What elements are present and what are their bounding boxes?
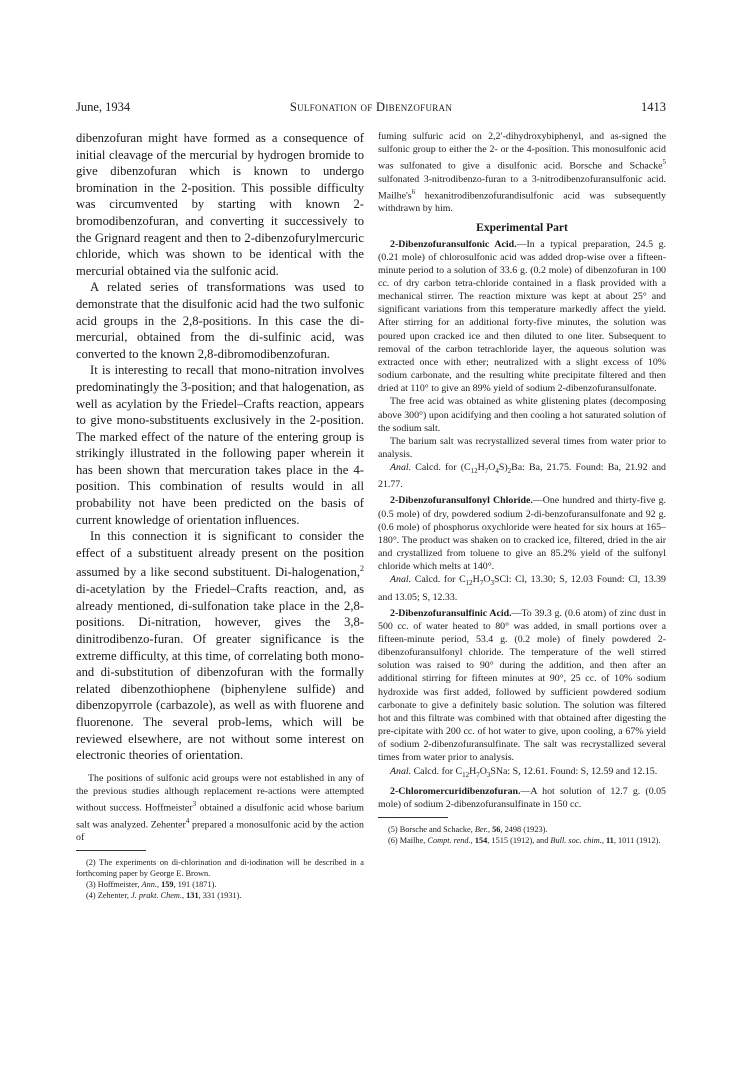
anal-sub: 7 — [484, 467, 489, 476]
footnote-ref-5: 5 — [662, 158, 666, 167]
anal-sub: 3 — [486, 770, 491, 779]
anal-text: Calcd. for C — [411, 574, 466, 586]
fn5-sep: , — [488, 825, 493, 834]
anal-sub: 3 — [490, 579, 494, 588]
anal-text: Ba: Ba, 21.75. Found: Ba, 21.92 and 21.77. — [378, 462, 666, 491]
fn4-volume: 131 — [186, 891, 199, 901]
sulfonyl-chloride-paragraph — [378, 494, 666, 573]
fn4-sep: , — [181, 891, 187, 901]
footnote-3 — [76, 879, 364, 890]
barium-salt-paragraph: The barium salt was recrystallized several times from water prior to analysis. — [378, 435, 666, 461]
anal-text: SNa: S, 12.61. Found: S, 12.59 and 12.15. — [490, 765, 658, 777]
fn3-sep: , — [156, 880, 162, 890]
left-p4-text-a: In this connection it is significant to consider the effect of a substituent already present on the position assumed by a like second substituent. Di-halogenation, — [76, 529, 364, 580]
header-title: Sulfonation of Dibenzofuran — [289, 100, 453, 114]
fn3-volume: 159 — [161, 880, 174, 890]
fn6-page-2: , 1011 (1912). — [613, 836, 661, 845]
right-paragraph-1 — [378, 130, 666, 216]
fn6-sep-2: , — [601, 836, 606, 845]
experimental-heading: Experimental Part — [476, 221, 568, 234]
fn6-journal: Compt. rend. — [427, 836, 471, 845]
fn5-journal: Ber. — [474, 825, 488, 834]
anal-label: Anal. — [390, 462, 412, 474]
left-column — [76, 130, 364, 901]
footnote-5 — [378, 824, 666, 835]
chloromercuri-title: 2-Chloromercuridibenzofuran. — [390, 785, 521, 797]
anal-sub: 2 — [507, 467, 512, 476]
header-page-number: 1413 — [641, 100, 666, 114]
sulfinic-acid-title: 2-Dibenzofuransulfinic Acid. — [390, 607, 512, 619]
sulfinic-acid-body: —To 39.3 g. (0.6 atom) of zinc dust in 500 cc. of water heated to 80° was added, in small portions over a fifteen-minute period, 53.4 g. (0.2 mole) of finely powdered 2-dibenzofuransulfonyl chloride. The temperature of the well stirred solution was raised to 90° during the addition, and then after an additional stirring for fifteen minutes at 90°, 25 cc. of 10% sodium hydroxide was first added, followed by sufficient powdered sodium carbonate to give a definitely basic solution. The solution was filtered hot and this filtrate was combined with that obtained after digesting the pre-cipitate with 200 cc. of hot water to give, upon cooling, a 67% yield of sodium 2-dibenzofuransulfinate. The salt was recrystallized several times from water prior to analysis. — [378, 607, 666, 764]
analysis-barium — [378, 461, 666, 491]
anal-text: H — [472, 574, 480, 586]
left-p5-text-c: prepared a monosulfonic acid by the action of — [76, 818, 364, 843]
footnote-ref-4: 4 — [185, 816, 190, 825]
anal-sub: 4 — [495, 467, 499, 476]
left-p5-text-a: The positions of sulfonic acid groups were not established in any of the previous studies although replacement re-actions were attempted without success. Hoffmeister — [76, 772, 364, 814]
right-p1-text-b: sulfonated 3-nitrodibenzo-furan to a 3-nitrodibenzofuransulfonic acid. Mailhe's — [378, 173, 666, 202]
footnote-ref-3: 3 — [192, 800, 197, 809]
right-column — [378, 130, 666, 846]
sulfonic-acid-paragraph — [378, 238, 666, 396]
fn5-volume: 56 — [492, 825, 501, 834]
right-p1-text-c: hexanitrodibenzofurandisulfonic acid was subsequently withdrawn by him. — [378, 190, 666, 215]
anal-text: Calcd. for C — [411, 765, 463, 777]
left-p4-text-b: di-acetylation by the Friedel–Crafts reaction, and, as already mentioned, di-sulfonation take place in the 2,8-positions. Di-nitration, however, gives the 3,8-dinitrodibenzo-furan. Of greater significance is the extreme difficulty, at this time, of correlating both mono- and di-substitution of dibenzofuran with the formally related dibenzothiophene (biphenylene sulfide) and dibenzopyrrole (carbazole), as well as with fluorene and fluorenone. The several prob-lems, which will be reviewed elsewhere, are not without some interest on electronic theories of orientation. — [76, 582, 364, 763]
fn6-volume: 154 — [474, 836, 488, 845]
footnote-2: (2) The experiments on di-chlorination and di-iodination will be described in a forthcoming paper by George E. Brown. — [76, 858, 364, 879]
anal-text: O — [483, 574, 491, 586]
anal-sub: 7 — [479, 579, 484, 588]
anal-sub: 12 — [470, 467, 478, 476]
left-paragraph-2: A related series of transformations was used to demonstrate that the disulfonic acid had the two sulfonic acid groups in the 2,8-positions. In this case the di-mercurial, obtained from the di-sulfinic acid, was converted to the known 2,8-dibromodibenzofuran. — [76, 280, 364, 361]
fn6-page: , 1515 (1912), and — [487, 836, 551, 845]
fn6-journal-2: Bull. soc. chim. — [550, 836, 602, 845]
sulfinic-acid-paragraph — [378, 607, 666, 765]
anal-text: O — [488, 462, 496, 474]
chloromercuri-body: —A hot solution of 12.7 g. (0.05 mole) of sodium 2-dibenzofuransulfinate in 150 cc. — [378, 785, 666, 810]
fn4-page: , 331 (1931). — [198, 891, 242, 901]
footnote-4 — [76, 890, 364, 901]
chloromercuri-paragraph — [378, 785, 666, 811]
sulfonyl-chloride-body: —One hundred and thirty-five g. (0.5 mole) of dry, powdered sodium 2-di-benzofuransulfonate and 92 g. (0.6 mole) of phosphorus oxychloride were heated for six hours at 165–180°. The product was shaken on to cracked ice, filtered, dried in the air and crystallized from toluene to give an 85.2% yield of the sulfonyl chloride which melts at 140°. — [378, 495, 666, 573]
footnote-ref-6: 6 — [411, 187, 416, 196]
anal-text: H — [469, 765, 477, 777]
anal-text: SCl: Cl, 13.30; S, 12.03 Found: Cl, 13.39 and 13.05; S, 12.33. — [378, 574, 666, 603]
left-paragraph-3: It is interesting to recall that mono-nitration involves predominatingly the 3-position; and that halogenation, as well as acylation by the Friedel–Crafts reaction, appears to give mono-substituents exclusively in the 2-position. The marked effect of the nature of the entering group is strikingly illustrated in the following paper wherein it has been shown that mercuration takes place in the 4-position. This combination of results would in all probability not have been predicted on the basis of current knowledge of orientation influences. — [76, 363, 364, 527]
fn6-author: (6) Mailhe, — [388, 836, 428, 845]
left-paragraph-1: dibenzofuran might have formed as a consequence of initial cleavage of the mercurial by hydrogen bromide to give dibenzofuran which is known to undergo bromination in the 2-position. This possible difficulty was circumvented by starting with known 2-bromodibenzofuran, and converting it successively to the Grignard reagent and then to 2-dibenzofurylmercuric chloride, which was shown to be identical with the mercurial obtained via the sulfonic acid. — [76, 131, 364, 278]
running-header — [76, 100, 666, 116]
left-paragraph-4 — [76, 528, 364, 764]
left-p5-text-b: obtained a disulfonic acid whose barium salt was analyzed. Zehenter — [76, 802, 364, 830]
anal-label: Anal. — [390, 765, 412, 777]
anal-text: S) — [498, 462, 508, 474]
header-date: June, 1934 — [76, 100, 131, 114]
fn6-volume-2: 11 — [605, 836, 614, 845]
anal-text: O — [479, 765, 487, 777]
anal-sub: 12 — [465, 579, 473, 588]
anal-text: Calcd. for (C — [411, 462, 471, 474]
footnote-rule-right — [378, 817, 448, 818]
analysis-sulfinate — [378, 765, 666, 782]
footnote-ref-2: 2 — [360, 564, 364, 574]
anal-sub: 12 — [462, 770, 470, 779]
sulfonic-acid-body: —In a typical preparation, 24.5 g. (0.21 mole) of chlorosulfonic acid was added drop-wise over a fifteen-minute period to a solution of 33.6 g. (0.2 mole) of dibenzofuran in 100 cc. of dry carbon tetra-chloride contained in a flask provided with a mechanical stirrer. The reaction mixture was kept at about 25° and significant variations from this temperature markedly affect the yield. After stirring for an additional forty-five minutes, the solution was poured upon cracked ice and then diluted to one liter. Subsequent to removal of the carbon tetrachloride layer, the aqueous solution was extracted once with ether; neutralized with a slight excess of 10% sodium carbonate, and the resulting white precipitate filtered and then dried at 110° to give an 89% yield of sodium 2-dibenzofuransulfonate. — [378, 238, 666, 395]
analysis-chloride — [378, 573, 666, 603]
fn5-author: (5) Borsche and Schacke, — [388, 825, 475, 834]
left-paragraph-5 — [76, 772, 364, 844]
fn3-journal: Ann. — [141, 880, 157, 890]
right-p1-text-a: fuming sulfuric acid on 2,2′-dihydroxybiphenyl, and as-signed the sulfonic group to either the 2- or the 4-position. This monosulfonic acid was sulfonated to give a disulfonic acid. Borsche and Schacke — [378, 131, 666, 172]
fn3-author: (3) Hoffmeister, — [86, 880, 142, 890]
footnote-rule-left — [76, 850, 146, 851]
fn4-author: (4) Zehenter, — [86, 891, 132, 901]
fn5-page: , 2498 (1923). — [500, 825, 548, 834]
fn4-journal: J. prakt. Chem. — [131, 891, 182, 901]
anal-sub: 7 — [476, 770, 480, 779]
anal-label: Anal. — [390, 574, 412, 586]
fn6-sep: , — [470, 836, 475, 845]
sulfonyl-chloride-title: 2-Dibenzofuransulfonyl Chloride. — [390, 495, 533, 507]
anal-text: H — [477, 462, 485, 474]
footnote-6 — [378, 835, 666, 846]
fn3-page: , 191 (1871). — [173, 880, 217, 890]
free-acid-paragraph: The free acid was obtained as white glistening plates (decomposing above 300°) upon acidifying and then cooling a hot saturated solution of the sodium salt. — [378, 396, 666, 434]
sulfonic-acid-title: 2-Dibenzofuransulfonic Acid. — [390, 238, 517, 250]
